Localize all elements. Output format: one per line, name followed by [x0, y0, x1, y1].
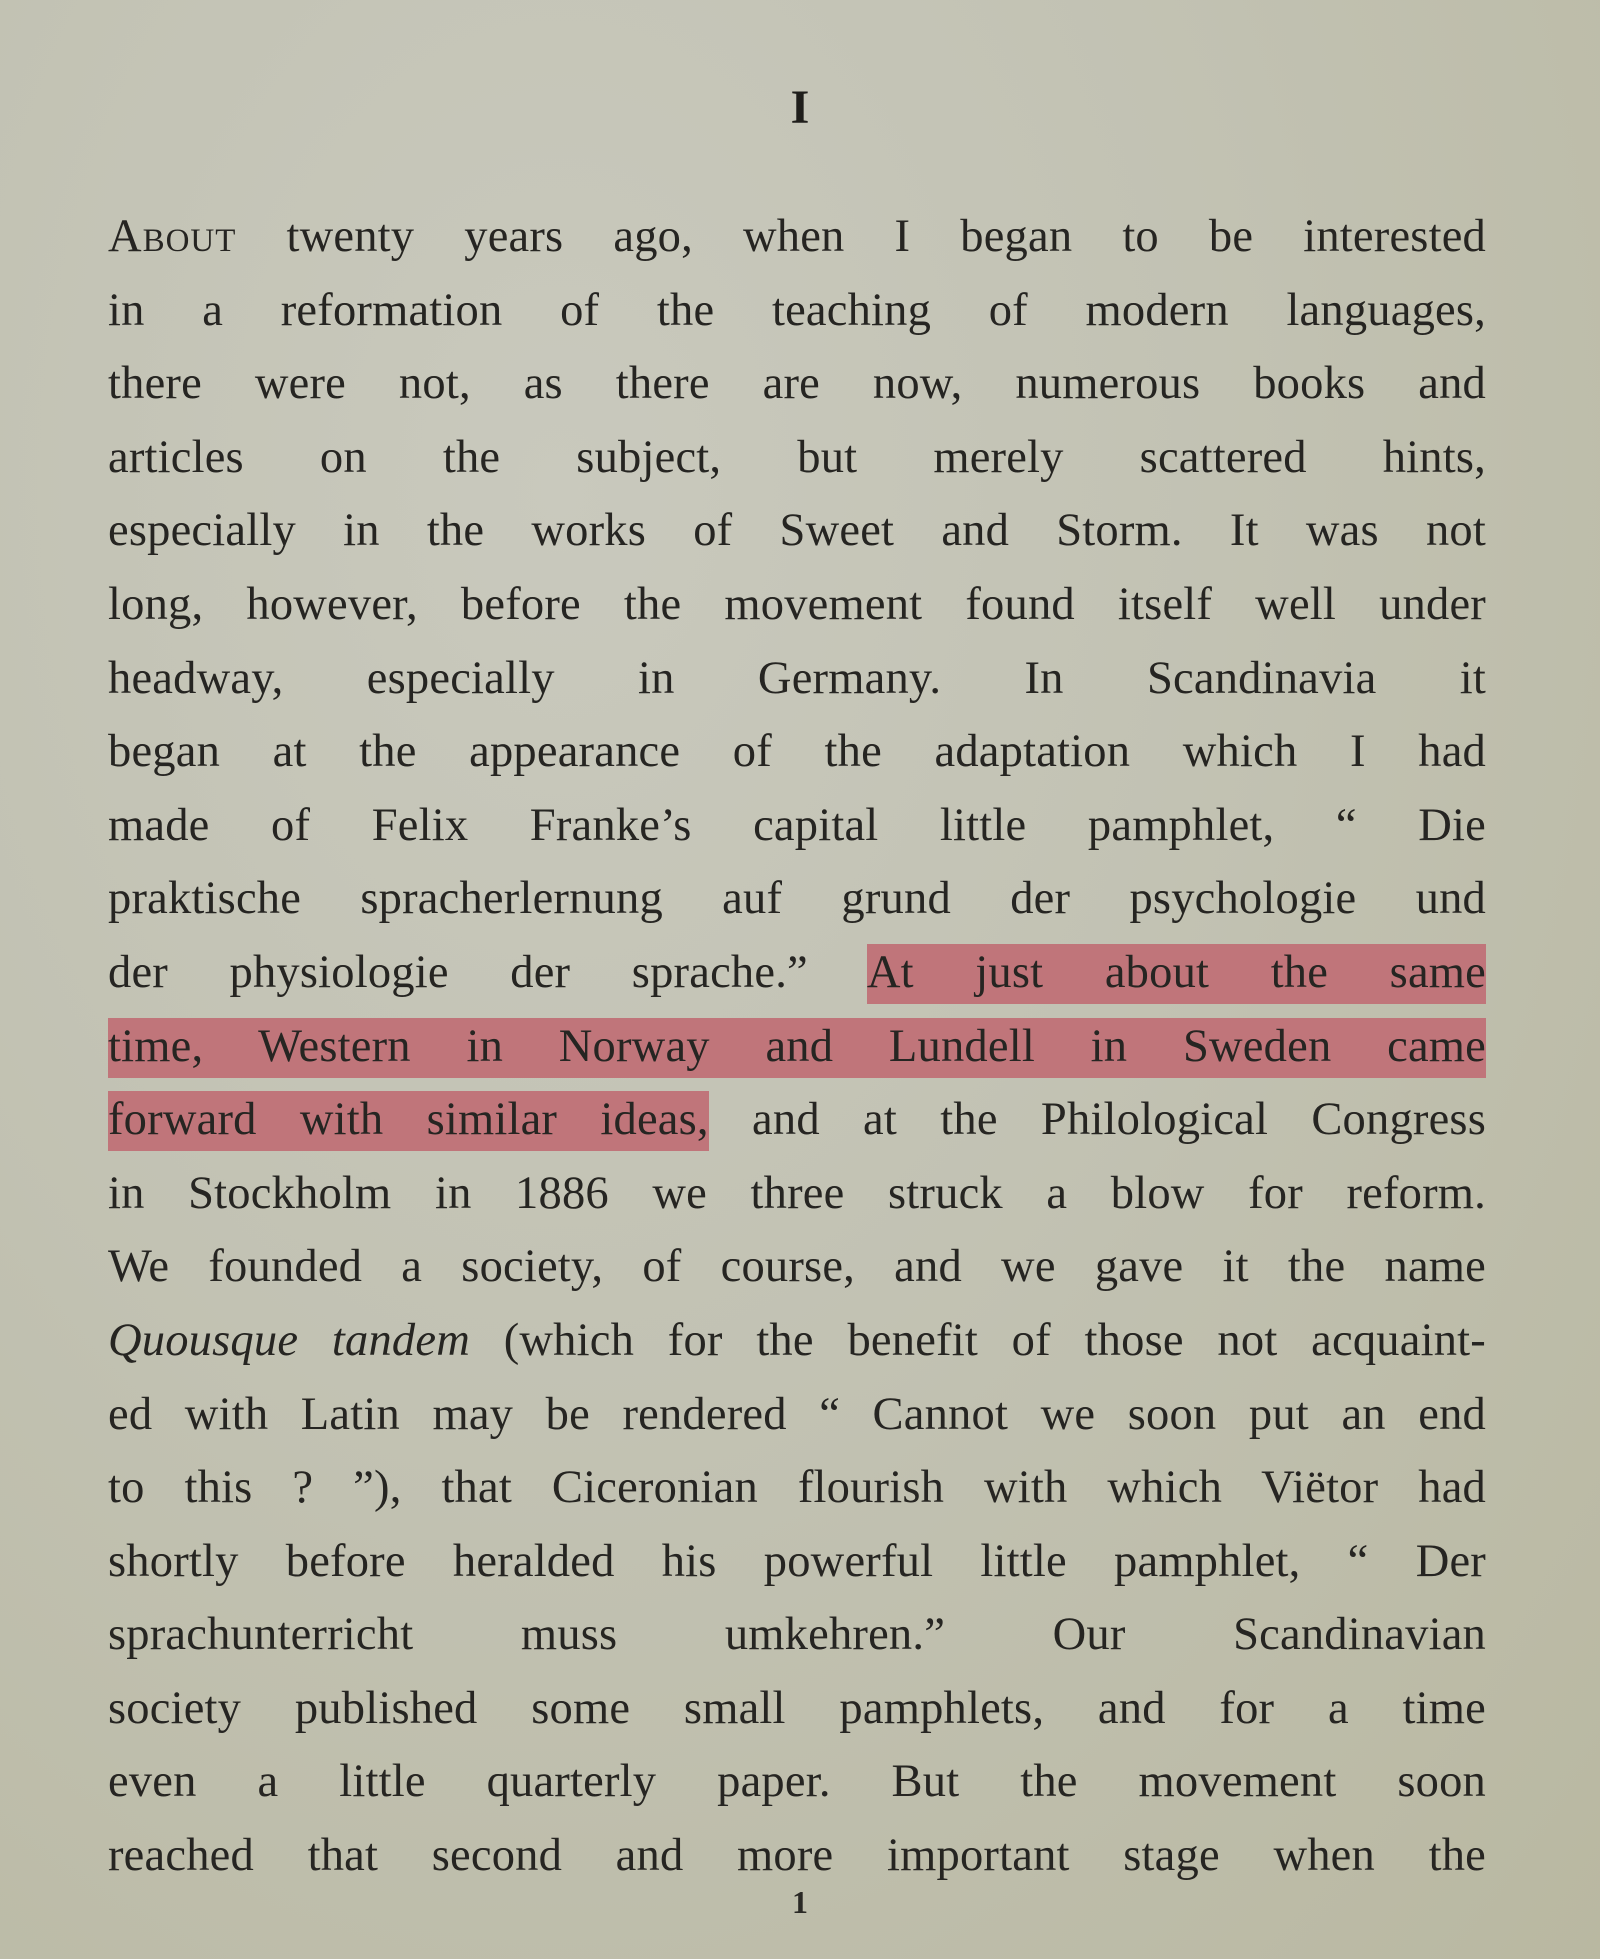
- text-line: [108, 200, 1486, 274]
- text-run: in a reformation of the teaching of modern languages,: [108, 284, 1486, 336]
- text-run: (which for the benefit of those not acquaint-: [469, 1314, 1486, 1366]
- text-run: shortly before heralded his powerful little pamphlet, “ Der: [108, 1535, 1486, 1587]
- text-line: [108, 421, 1486, 495]
- text-run: to this ? ”), that Ciceronian flourish with which Viëtor had: [108, 1462, 1486, 1514]
- text-run: in Stockholm in 1886 we three struck a blow for reform.: [108, 1167, 1486, 1219]
- text-run: reached that second and more important stage when the: [108, 1830, 1486, 1882]
- highlighted-text: At just about the same: [867, 944, 1486, 1004]
- text-run: We founded a society, of course, and we gave it the name: [108, 1241, 1486, 1293]
- text-line: [108, 1745, 1486, 1819]
- opening-word: About: [108, 211, 237, 262]
- text-line: [108, 1672, 1486, 1746]
- italic-phrase: Quousque tandem: [108, 1314, 470, 1366]
- chapter-numeral: I: [790, 81, 810, 134]
- text-run: headway, especially in Germany. In Scandinavia it: [108, 652, 1486, 704]
- highlighted-text: forward with similar ideas,: [108, 1091, 709, 1151]
- text-run: long, however, before the movement found itself well under: [108, 578, 1486, 630]
- text-run: and at the Philological Congress: [708, 1094, 1487, 1146]
- text-run: began at the appearance of the adaptation which I had: [108, 726, 1486, 778]
- text-line: [108, 347, 1486, 421]
- text-run: praktische spracherlernung auf grund der psychologie und: [108, 873, 1486, 925]
- text-run: ed with Latin may be rendered “ Cannot we soon put an end: [108, 1388, 1486, 1440]
- highlighted-text: time, Western in Norway and Lundell in Sweden came: [108, 1018, 1486, 1078]
- text-line: [108, 1598, 1486, 1672]
- text-line: [108, 494, 1486, 568]
- text-line: [108, 642, 1486, 716]
- body-text: [108, 200, 1486, 1893]
- text-line: [108, 1451, 1486, 1525]
- page-number: 1: [792, 1884, 808, 1920]
- text-line: [108, 1378, 1486, 1452]
- text-line: [108, 789, 1486, 863]
- text-line: [108, 1304, 1486, 1378]
- text-run: articles on the subject, but merely scattered hints,: [108, 431, 1486, 483]
- text-line: [108, 568, 1486, 642]
- text-run: made of Felix Franke’s capital little pamphlet, “ Die: [108, 799, 1486, 851]
- text-run: even a little quarterly paper. But the movement soon: [108, 1756, 1486, 1808]
- text-line: [108, 1083, 1486, 1157]
- text-line: [108, 1230, 1486, 1304]
- text-run: society published some small pamphlets, and for a time: [108, 1682, 1486, 1734]
- text-run: der physiologie der sprache.”: [108, 946, 867, 998]
- text-line: [108, 274, 1486, 348]
- text-run: sprachunterricht muss umkehren.” Our Scandinavian: [108, 1609, 1486, 1661]
- text-line: [108, 715, 1486, 789]
- text-line: [108, 862, 1486, 936]
- text-run: especially in the works of Sweet and Storm. It was not: [108, 505, 1486, 557]
- text-line: [108, 1525, 1486, 1599]
- text-line: [108, 1157, 1486, 1231]
- text-line: [108, 1010, 1486, 1084]
- text-line: [108, 936, 1486, 1010]
- text-run: there were not, as there are now, numerous books and: [108, 358, 1486, 410]
- text-run: twenty years ago, when I began to be interested: [236, 211, 1486, 262]
